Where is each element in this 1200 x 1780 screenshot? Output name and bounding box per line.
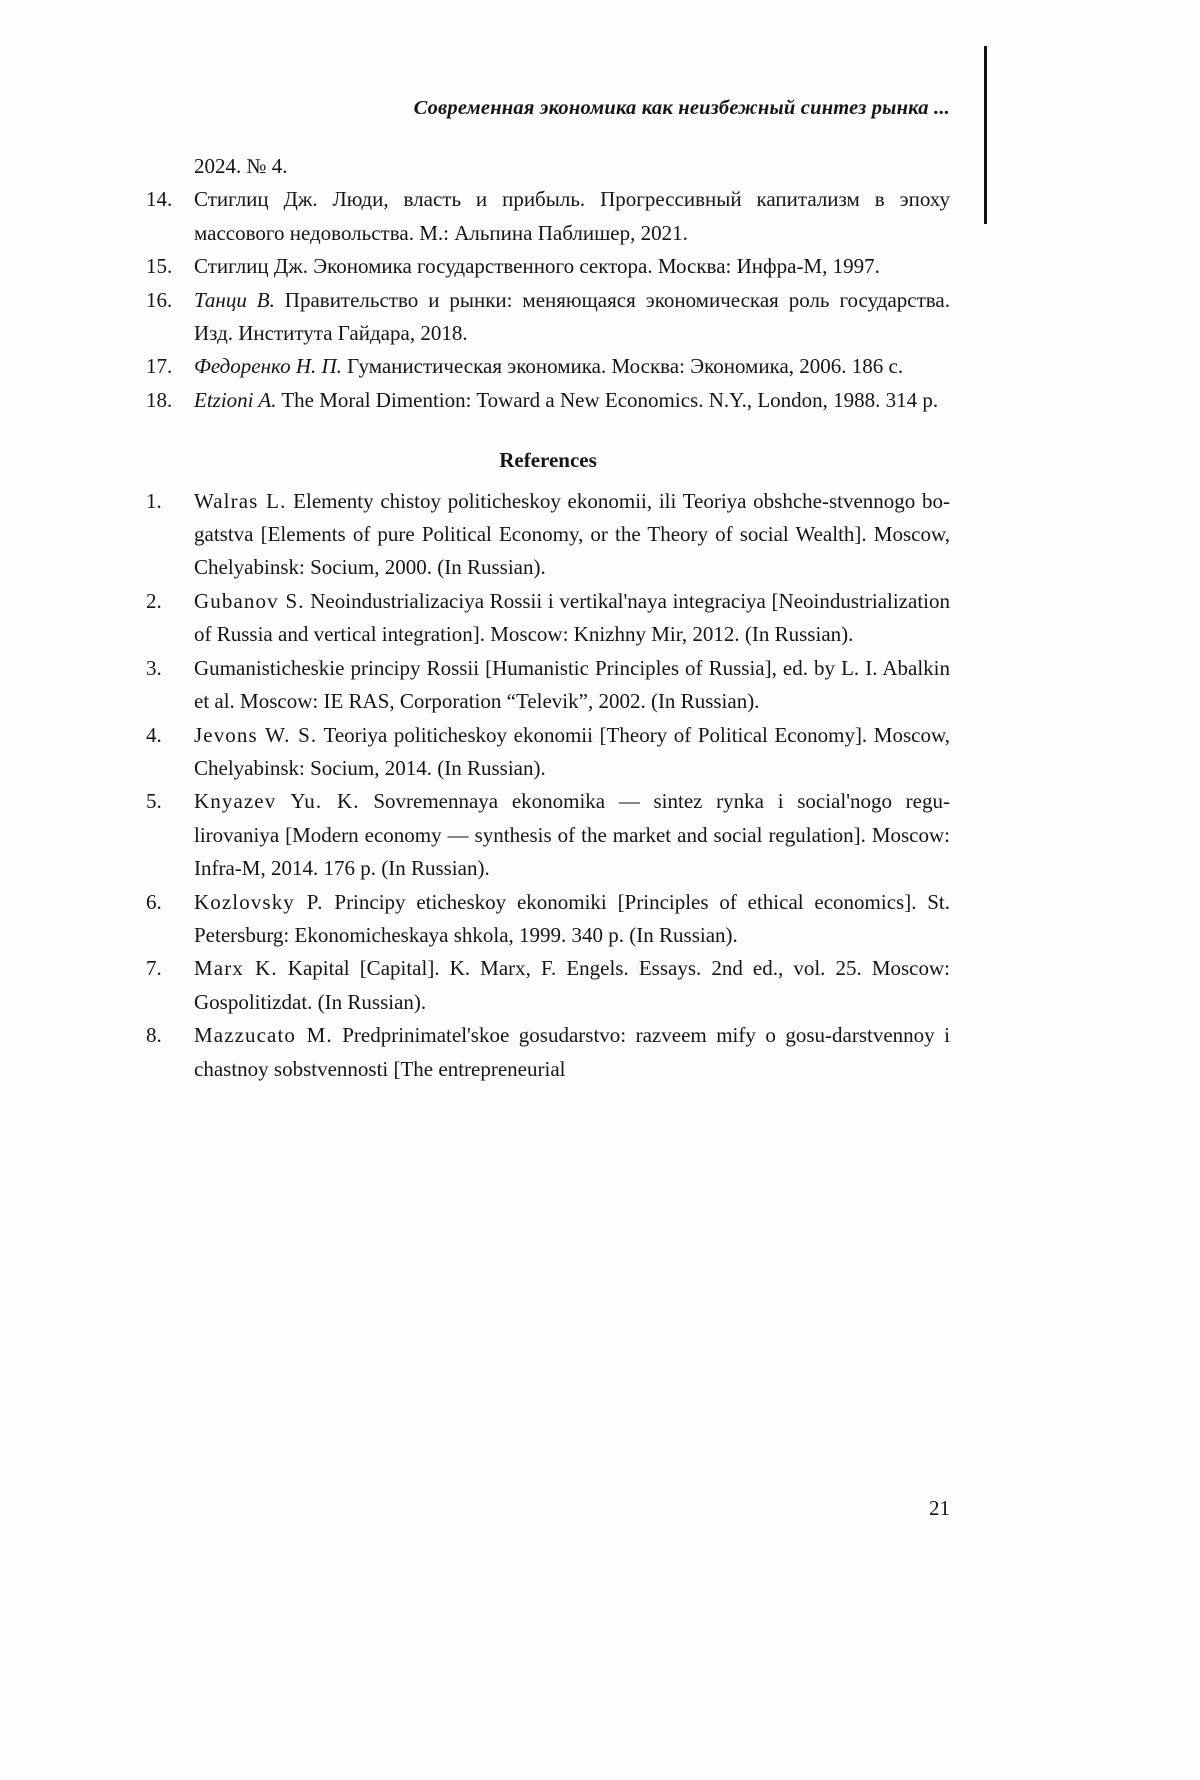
item-number: 7. xyxy=(146,956,162,981)
reference-item xyxy=(146,952,950,1019)
item-number: 1. xyxy=(146,488,162,513)
bibliography-item xyxy=(146,250,950,283)
item-text: Elementy chistoy politicheskoy ekonomii, ili Teoriya obshche-stvennogo bo-gatstva [Elements of pure Political Economy, or the Theory of social Wealth]. Moscow, Chelyabinsk: Socium, 2000. (In Russian). xyxy=(194,488,950,580)
running-head: Современная экономика как неизбежный синтез рынка ... xyxy=(413,97,950,119)
reference-item xyxy=(146,485,950,585)
item-text: Гуманистическая экономика. Москва: Экономика, 2006. 186 с. xyxy=(341,354,904,379)
item-body xyxy=(194,384,950,417)
reference-item xyxy=(146,785,950,885)
item-body xyxy=(194,250,950,283)
bibliography-item xyxy=(146,384,950,417)
reference-item xyxy=(146,1019,950,1086)
item-text: Neoindustrializaciya Rossii i vertikal'naya integraciya [Neoindustrialization of Russia and vertical integration]. Moscow: Knizhny Mir, 2012. (In Russian). xyxy=(194,588,950,647)
item-number: 4. xyxy=(146,722,162,747)
item-text: Gumanisticheskie principy Rossii [Humanistic Principles of Russia], ed. by L. I. Abalkin et al. Moscow: IE RAS, Corporation “Televik”, 2002. (In Russian). xyxy=(194,655,950,714)
item-number: 16. xyxy=(146,287,173,312)
item-text: Kapital [Capital]. K. Marx, F. Engels. Essays. 2nd ed., vol. 25. Moscow: Gospolitizdat. (In Russian). xyxy=(194,956,950,1014)
item-number: 2. xyxy=(146,588,162,613)
item-body xyxy=(194,952,950,1019)
reference-item xyxy=(146,886,950,953)
item-author: Федоренко Н. П. xyxy=(194,354,342,379)
item-number: 3. xyxy=(146,655,162,680)
item-author: Etzioni A. xyxy=(194,387,277,412)
bibliography-item xyxy=(146,183,950,250)
item-text: The Moral Dimention: Toward a New Economics. N.Y., London, 1988. 314 p. xyxy=(276,387,939,412)
item-text: Стиглиц Дж. Экономика государственного сектора. Москва: Инфра-М, 1997. xyxy=(194,254,880,279)
item-number: 15. xyxy=(146,254,173,279)
reference-item xyxy=(146,585,950,652)
item-number: 8. xyxy=(146,1023,162,1048)
reference-item xyxy=(146,719,950,786)
item-number: 6. xyxy=(146,889,162,914)
item-number: 5. xyxy=(146,789,162,814)
item-text: Правительство и рынки: меняющаяся экономическая роль государства. Изд. Института Гайдара, 2018. xyxy=(194,287,950,346)
item-body xyxy=(194,485,950,585)
item-author: Kozlovsky P. xyxy=(194,889,324,914)
item-text: Sovremennaya ekonomika — sintez rynka i social'nogo regu-lirovaniya [Modern economy — synthesis of the market and social regulation]. Moscow: Infra-M, 2014. 176 p. (In Russian). xyxy=(194,789,950,881)
item-text: Стиглиц Дж. Люди, власть и прибыль. Прогрессивный капитализм в эпоху массового недовольства. М.: Альпина Паблишер, 2021. xyxy=(194,187,950,245)
item-body xyxy=(194,652,950,719)
item-author: Gubanov S. xyxy=(194,588,305,613)
item-body xyxy=(194,1019,950,1086)
item-body xyxy=(194,785,950,885)
bibliography-item xyxy=(146,284,950,351)
item-body xyxy=(194,350,950,383)
item-number xyxy=(146,150,194,183)
item-body xyxy=(194,183,950,250)
references-heading: References xyxy=(499,448,597,473)
item-number: 14. xyxy=(146,187,173,212)
bibliography-item-continuation xyxy=(146,150,950,183)
item-text: Teoriya politicheskoy ekonomii [Theory of Political Economy]. Moscow, Chelyabinsk: Socium, 2014. (In Russian). xyxy=(194,722,950,780)
page-number: 21 xyxy=(929,1496,950,1520)
item-author: Jevons W. S. xyxy=(194,722,318,747)
item-number: 17. xyxy=(146,354,173,379)
item-author: Knyazev Yu. K. xyxy=(194,789,360,814)
item-author: Walras L. xyxy=(194,488,287,513)
item-body xyxy=(194,284,950,351)
bibliography-list xyxy=(146,150,950,1086)
item-number: 18. xyxy=(146,387,173,412)
item-text: Predprinimatel'skoe gosudarstvo: razveem mify o gosu-darstvennoy i chastnoy sobstvennosti [The entrepreneurial xyxy=(194,1023,950,1081)
item-text: Principy eticheskoy ekonomiki [Principles of ethical economics]. St. Petersburg: Ekonomicheskaya shkola, 1999. 340 p. (In Russian). xyxy=(194,889,950,947)
bibliography-item xyxy=(146,350,950,383)
item-body xyxy=(194,886,950,953)
item-author: Mazzucato M. xyxy=(194,1023,333,1048)
item-author: Танци В. xyxy=(194,287,275,312)
reference-item xyxy=(146,652,950,719)
item-text: 2024. № 4. xyxy=(194,154,288,178)
item-body xyxy=(194,585,950,652)
margin-rule xyxy=(984,46,987,224)
item-body xyxy=(194,719,950,786)
item-author: Marx K. xyxy=(194,956,278,981)
